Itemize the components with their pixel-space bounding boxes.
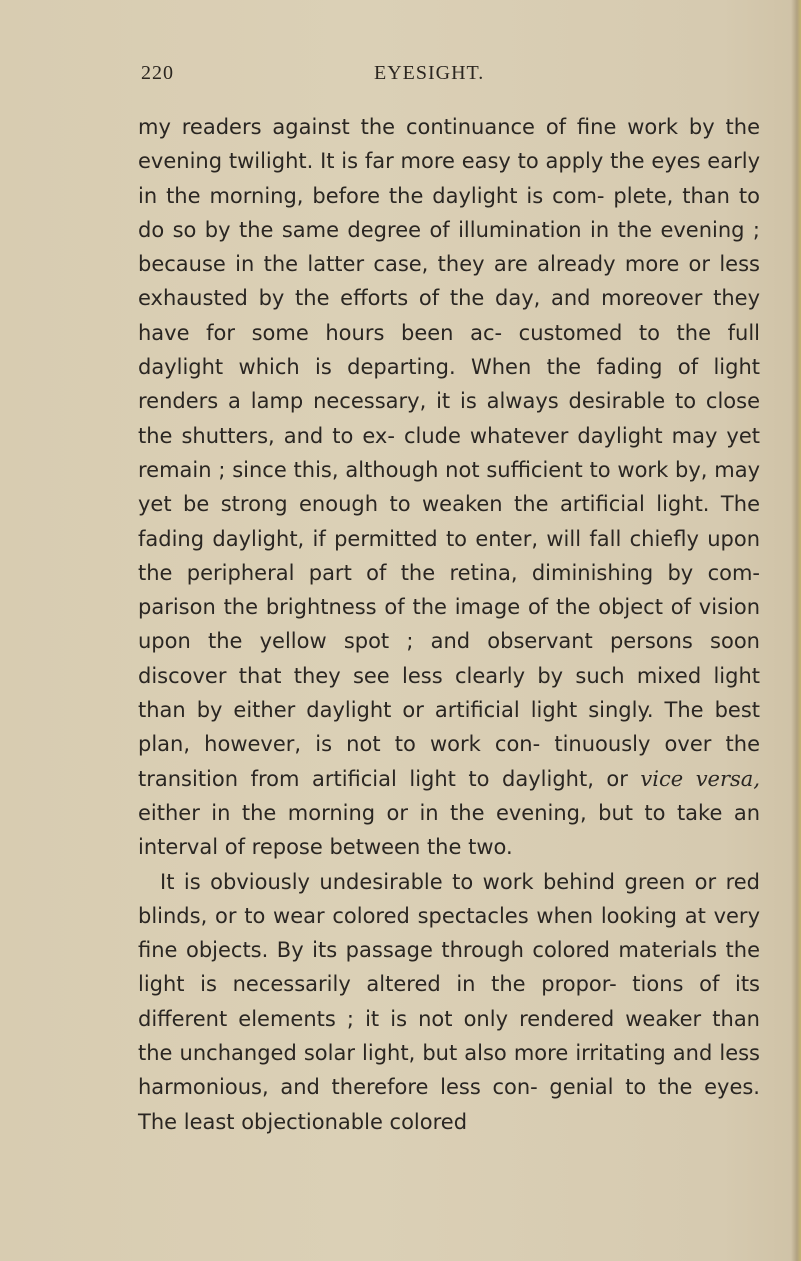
running-head: EYESIGHT. bbox=[374, 62, 485, 84]
body-text bbox=[138, 110, 760, 1139]
page-header bbox=[0, 62, 801, 92]
page-edge-shadow bbox=[791, 0, 801, 1261]
paragraph-1-text: my readers against the continuance of fine work by the evening twilight. It is far more easy to apply the eyes early in the morning, before the daylight is com- plete, than to do so by the same degree of illumination in the evening ; because in the latter case, they are already more or less exhausted by the efforts of the day, and moreover they have for some hours been ac- customed to the full daylight which is departing. When the fading of light renders a lamp necessary, it is always desirable to close the shutters, and to ex- clude whatever daylight may yet remain ; since this, although not sufficient to work by, may yet be strong enough to weaken the artificial light. The fading daylight, if permitted to enter, will fall chiefly upon the peripheral part of the retina, diminishing by com- parison the brightness of the image of the object of vision upon the yellow spot ; and observant persons soon discover that they see less clearly by such mixed light than by either daylight or artificial light singly. The best plan, however, is not to work con- tinuously over the transition from artificial light to daylight, or bbox=[138, 115, 760, 791]
page-number: 220 bbox=[141, 62, 174, 84]
paragraph-1 bbox=[138, 110, 760, 865]
paragraph-1-italic: vice versa, bbox=[640, 766, 760, 791]
paragraph-2: It is obviously undesirable to work behind green or red blinds, or to wear colored spectacles when looking at very fine objects. By its passage through colored materials the light is necessarily altered in the propor- tions of its different elements ; it is not only rendered weaker than the unchanged solar light, but also more irritating and less harmonious, and therefore less con- genial to the eyes. The least objectionable colored bbox=[138, 869, 760, 1134]
paragraph-1-text-end: either in the morning or in the evening, but to take an interval of repose between the two. bbox=[138, 800, 760, 860]
